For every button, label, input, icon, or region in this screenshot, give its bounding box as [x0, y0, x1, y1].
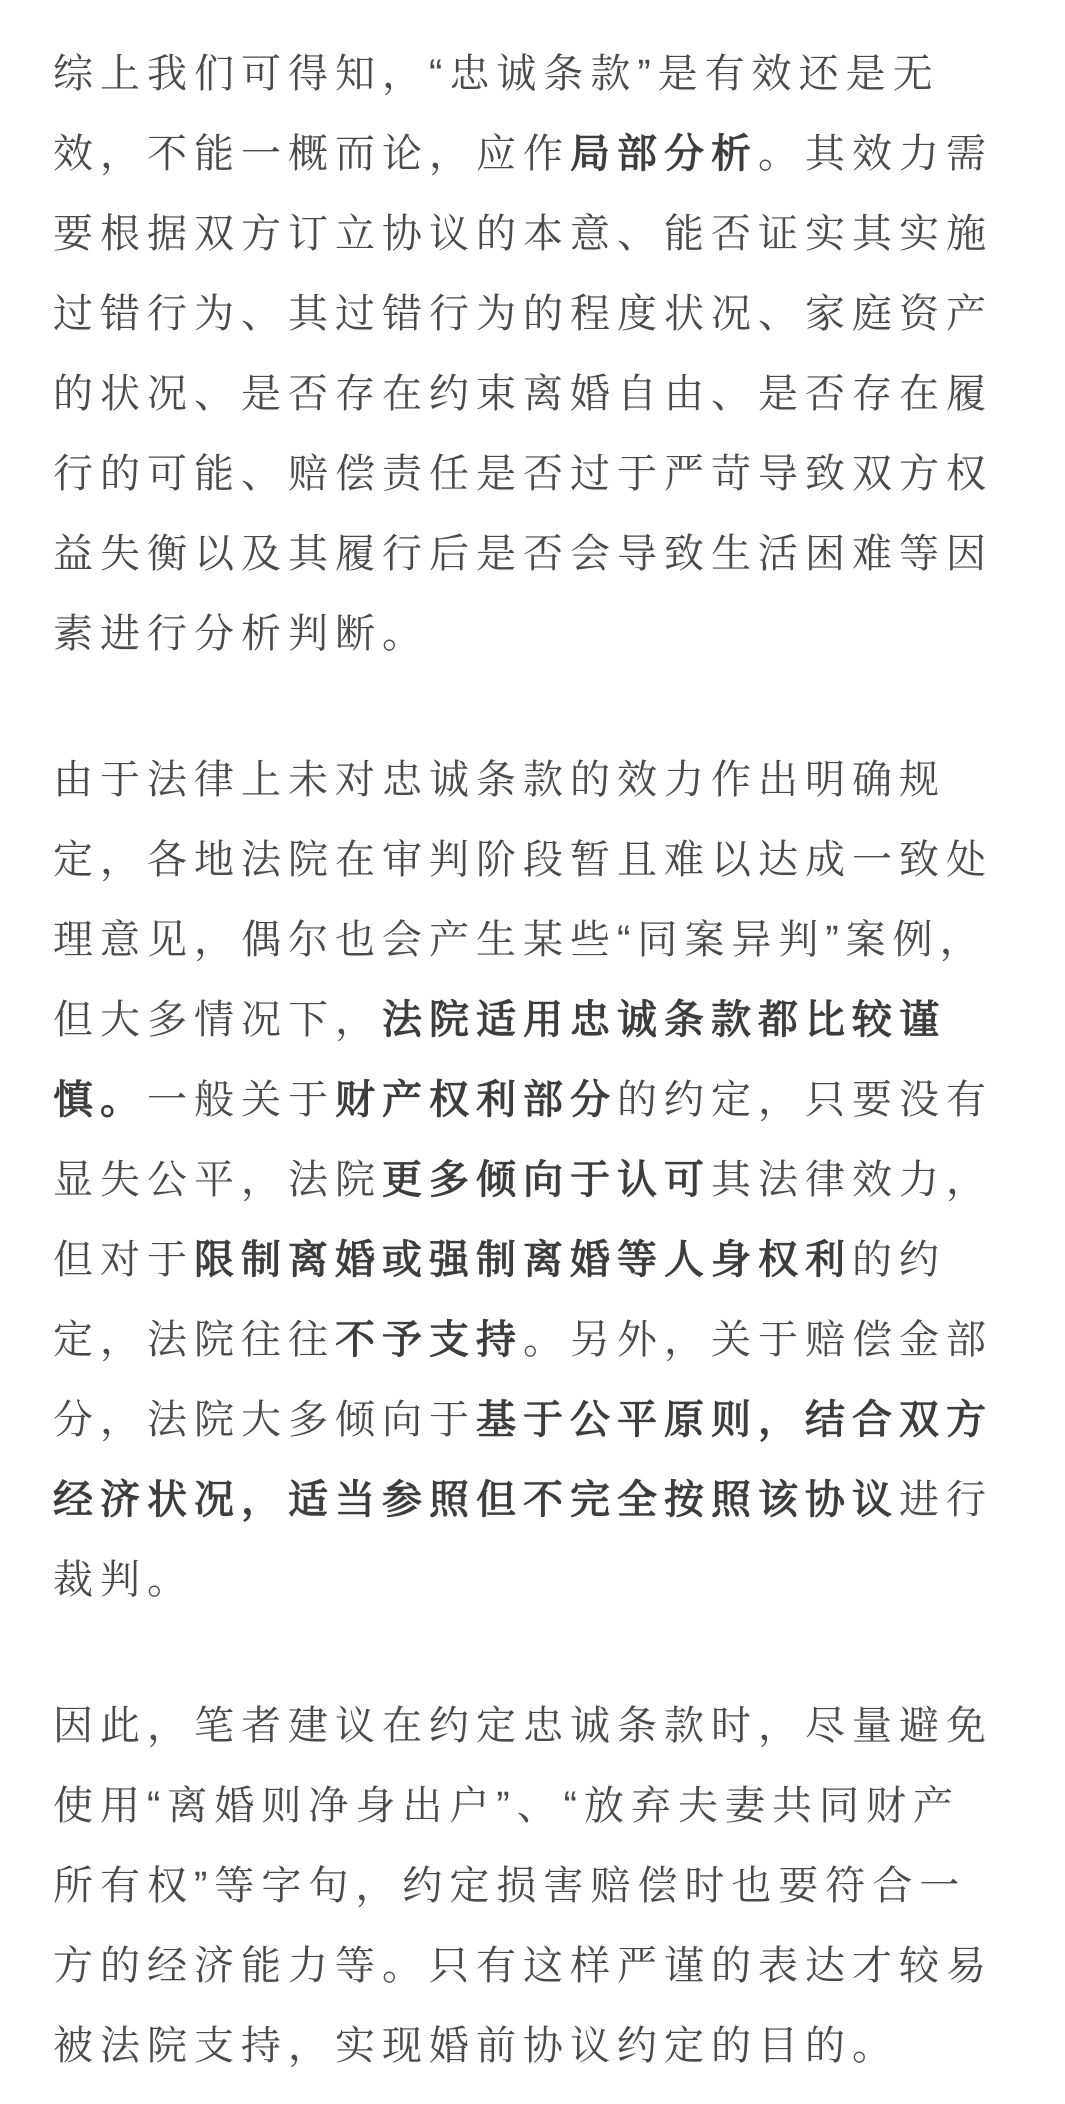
- text-run: 的约定，只要没有显失公平，法院: [53, 1078, 993, 1202]
- text-run: 进行裁判。: [53, 1478, 993, 1602]
- paragraph-1: [53, 34, 1002, 674]
- text-run-bold: 更多倾向于认可: [382, 1158, 711, 1202]
- text-run: 。其效力需要根据双方订立协议的本意、能否证实其实施过错行为、其过错行为的程度状况、家庭资产的状况、是否存在约束离婚自由、是否存在履行的可能、赔偿责任是否过于严苛导致双方权益失衡以及其履行后是否会导致生活困难等因素进行分析判断。: [53, 132, 993, 656]
- text-run-bold: 局部分析: [570, 132, 758, 176]
- text-run-bold: 法院适用忠诚条款都比较谨慎。: [53, 998, 946, 1122]
- text-run: 一般关于: [147, 1078, 335, 1122]
- text-run: 的约定，法院往往: [53, 1238, 946, 1362]
- text-run-bold: 财产权利部分: [335, 1078, 617, 1122]
- text-run: 其法律效力，但对于: [53, 1158, 993, 1282]
- text-run: 因此，笔者建议在约定忠诚条款时，尽量避免使用“离婚则净身出户”、“放弃夫妻共同财产所有权”等字句，约定损害赔偿时也要符合一方的经济能力等。只有这样严谨的表达才较易被法院支持，实现婚前协议约定的目的。: [53, 1704, 993, 2068]
- text-run: 由于法律上未对忠诚条款的效力作出明确规定，各地法院在审判阶段暂且难以达成一致处理意见，偶尔也会产生某些“同案异判”案例，但大多情况下，: [53, 758, 993, 1042]
- text-run-bold: 基于公平原则，结合双方经济状况，适当参照但不完全按照该协议: [53, 1398, 993, 1522]
- paragraph-3: [53, 1686, 1002, 2086]
- text-run-bold: 不予支持: [335, 1318, 523, 1362]
- text-run: 综上我们可得知，“忠诚条款”是有效还是无效，不能一概而论，应作: [53, 52, 940, 176]
- text-run-bold: 限制离婚或强制离婚等人身权利: [194, 1238, 852, 1282]
- text-run: 。另外，关于赔偿金部分，法院大多倾向于: [53, 1318, 993, 1442]
- paragraph-2: [53, 740, 1002, 1620]
